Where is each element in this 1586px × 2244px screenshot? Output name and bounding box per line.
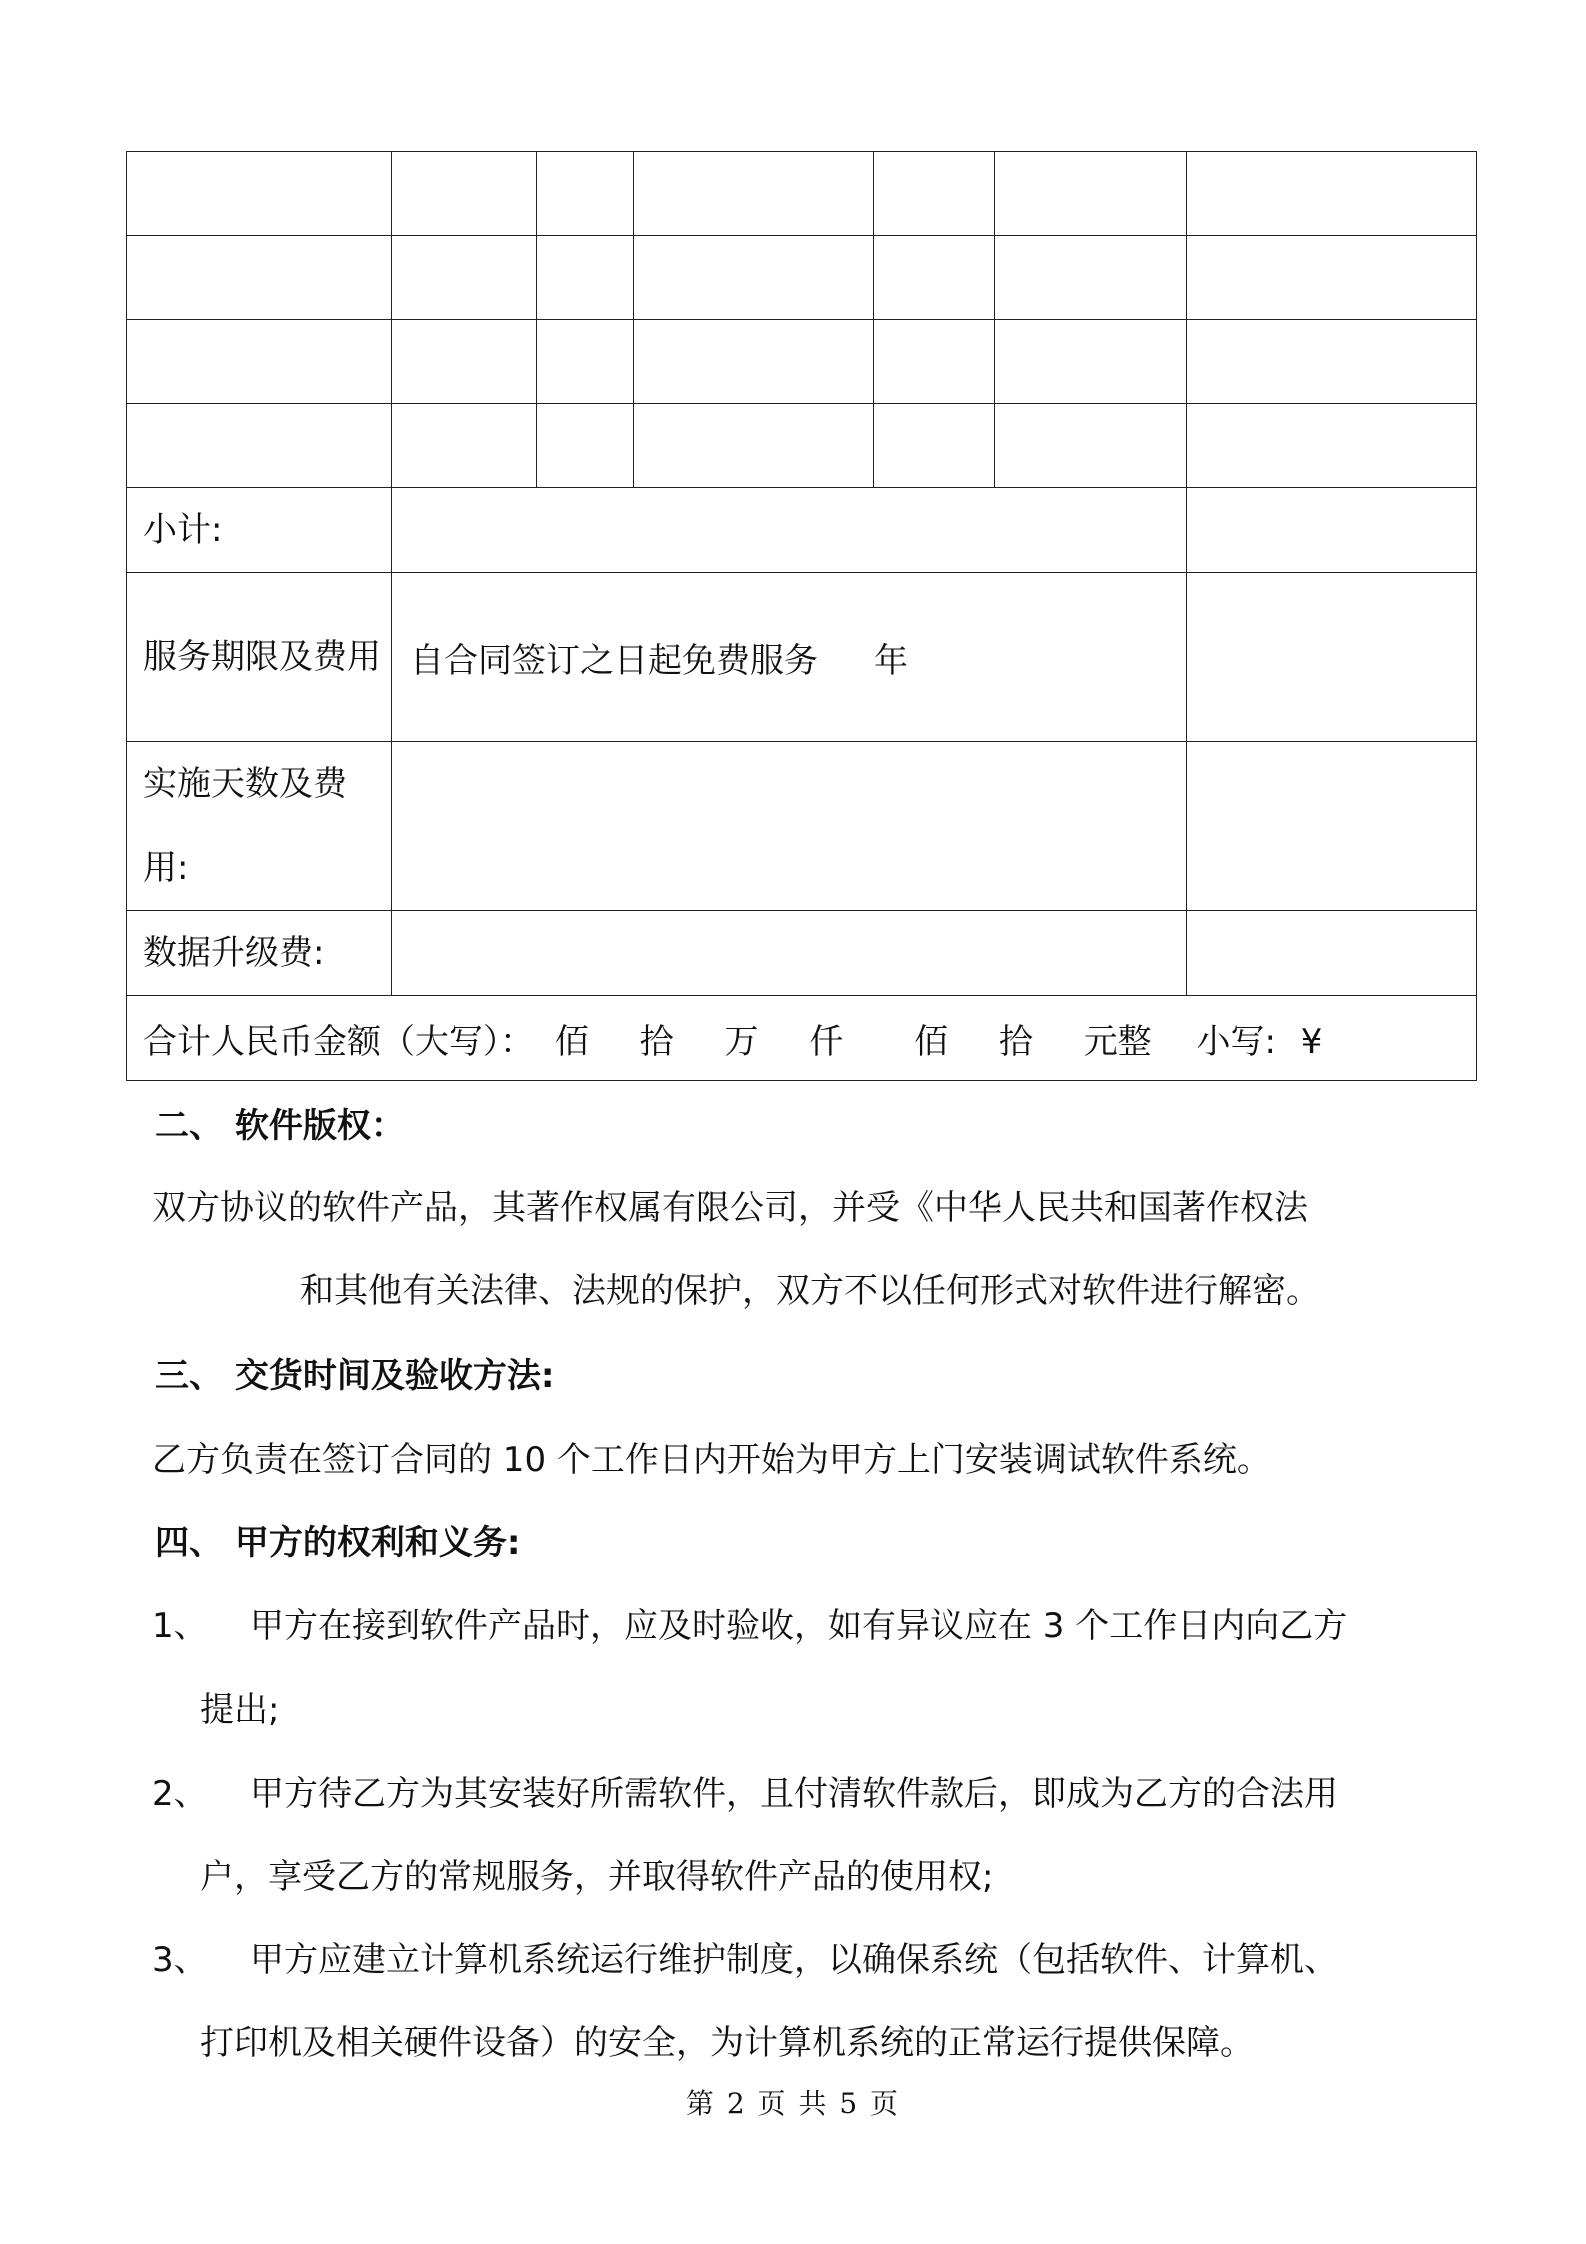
data-upgrade-row [127,911,1477,996]
subtotal-label: 小计: [127,488,392,573]
table-cell [537,236,634,320]
table-cell [634,152,874,236]
item-line1: 甲方待乙方为其安装好所需软件，且付清软件款后，即成为乙方的合法用 [250,1774,1338,1814]
item-line2: 提出; [200,1690,280,1730]
impl-days-content [392,742,1187,911]
table-cell [537,152,634,236]
total-unit: 拾 [639,1021,674,1062]
item-number: 1、 [152,1606,208,1646]
table-cell [874,320,995,404]
total-amount-cell [127,996,1477,1081]
table-row [127,404,1477,488]
impl-days-row [127,742,1477,911]
table-cell [1187,320,1477,404]
item-number: 2、 [152,1774,208,1814]
service-term-content [392,573,1187,742]
table-cell [874,236,995,320]
total-unit: 佰 [914,1021,949,1062]
table-cell [127,236,392,320]
item-line1: 甲方应建立计算机系统运行维护制度，以确保系统（包括软件、计算机、 [250,1940,1338,1980]
table-cell [995,320,1187,404]
table-cell [1187,152,1477,236]
table-cell [634,404,874,488]
table-cell [1187,236,1477,320]
service-term-label: 服务期限及费用 [127,573,392,742]
item-line2: 户，享受乙方的常规服务，并取得软件产品的使用权; [200,1857,994,1897]
table-cell [874,404,995,488]
table-cell [537,320,634,404]
subtotal-value [392,488,1187,573]
service-term-row [127,573,1477,742]
section-2-title: 二、 软件版权： [155,1106,405,1146]
table-cell [634,236,874,320]
table-cell [537,404,634,488]
section-4-title: 四、 甲方的权利和义务: [155,1523,521,1563]
table-cell [874,152,995,236]
impl-days-label: 实施天数及费用: [127,742,392,911]
table-cell [127,320,392,404]
currency-symbol: ¥ [1300,1021,1323,1062]
section-2-line2: 和其他有关法律、法规的保护，双方不以任何形式对软件进行解密。 [300,1271,1320,1311]
table-cell [995,236,1187,320]
subtotal-amount [1187,488,1477,573]
table-cell [127,152,392,236]
total-row [127,996,1477,1081]
item-number: 3、 [152,1940,208,1980]
service-term-text: 自合同签订之日起免费服务 [410,640,818,681]
impl-days-amount [1187,742,1477,911]
total-unit: 元整 [1083,1021,1152,1062]
total-unit: 万 [724,1021,759,1062]
page-footer: 第 2 页 共 5 页 [685,2087,901,2120]
table-row [127,152,1477,236]
item-line1: 甲方在接到软件产品时，应及时验收，如有异议应在 3 个工作日内向乙方 [250,1606,1348,1646]
section-3-line1: 乙方负责在签订合同的 10 个工作日内开始为甲方上门安装调试软件系统。 [152,1440,1271,1480]
item-line2: 打印机及相关硬件设备）的安全，为计算机系统的正常运行提供保障。 [200,2023,1254,2063]
total-prefix: 合计人民币金额（大写）： [143,1021,534,1062]
service-term-amount [1187,573,1477,742]
table-row [127,320,1477,404]
total-unit: 拾 [998,1021,1033,1062]
data-upgrade-content [392,911,1187,996]
table-cell [127,404,392,488]
lower-case-label: 小写: [1196,1021,1276,1062]
table-cell [634,320,874,404]
service-term-unit: 年 [874,640,908,681]
table-cell [392,236,537,320]
table-cell [995,404,1187,488]
section-2-line1: 双方协议的软件产品，其著作权属有限公司，并受《中华人民共和国著作权法 [152,1188,1308,1228]
total-unit: 佰 [554,1021,589,1062]
table-row [127,236,1477,320]
table-cell [392,152,537,236]
total-unit: 仟 [809,1021,844,1062]
section-3-title: 三、 交货时间及验收方法: [155,1356,555,1396]
data-upgrade-label: 数据升级费: [127,911,392,996]
fee-table [126,151,1477,1081]
subtotal-row [127,488,1477,573]
table-cell [392,404,537,488]
table-cell [1187,404,1477,488]
table-cell [995,152,1187,236]
data-upgrade-amount [1187,911,1477,996]
table-cell [392,320,537,404]
